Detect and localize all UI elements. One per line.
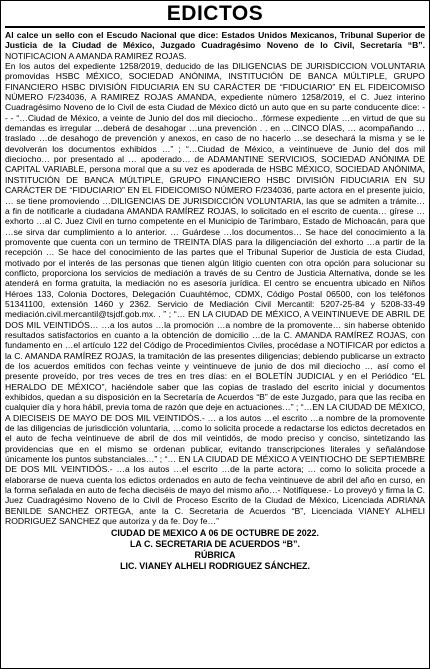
signer-role: LA C. SECRETARIA DE ACUERDOS “B”. bbox=[130, 538, 300, 549]
seal-description: Al calce un sello con el Escudo Nacional que dice: Estados Unidos Mexicanos, Tribunal Superior de Justicia de la Ciudad de México, Juzgado Cuadragésimo Noveno de lo Civil, Secretaría “B”. bbox=[5, 30, 425, 51]
signer-name: LIC. VIANEY ALHELI RODRIGUEZ SÁNCHEZ. bbox=[120, 560, 310, 571]
page-title: EDICTOS bbox=[166, 2, 264, 25]
title-divider bbox=[5, 26, 425, 28]
signature-block bbox=[5, 528, 425, 572]
edict-body bbox=[5, 30, 425, 527]
signature-mark: RÚBRICA bbox=[194, 549, 236, 560]
notification-line: NOTIFICACION A AMANDA RAMIREZ ROJAS. bbox=[5, 50, 187, 61]
edict-main-text: En los autos del expediente 1258/2019, deducido de las DILIGENCIAS DE JURISDICCION VOLUNTARIA promovidas HSBC MÉXICO, SOCIEDAD ANÓNIMA, INSTITUCIÓN DE BANCA MÚLTIPLE, GRUPO FINANCIERO HSBC DIVISIÓN FIDUCIARIA EN SU CARÁCTER DE “FIDUCIARIO” EN EL FIDEICOMISO NÚMERO F/234036, A RAMIREZ ROJAS AMANDA, expediente número 1258/2019, el C. Juez interino Cuadragésimo Noveno de lo Civil de esta Ciudad de México dictó un auto que en su parte conducente dice: - - - “…Ciudad de México, a veinte de Junio del dos mil dieciocho.. .fórmese expediente …en virtud de que su demandas es irregular …deberá de desahogar …una prevención . . en …CINCO DÍAS, … acompañando …traslado …de desahogo de prevención y anexos, en caso de no hacerlo …se desechará la misma y se le devolverán los documentos exhibidos …” ; “…Ciudad de México, a veintinueve de Junio del dos mil dieciocho… por presentado al … apoderado… de ADAMANTINE SERVICIOS, SOCIEDAD ANÓNIMA DE CAPITAL VARIABLE, persona moral que a su vez es apoderada de HSBC MÉXICO, SOCIEDAD ANÓNIMA, INSTITUCIÓN DE BANCA MÚLTIPLE, GRUPO FINANCIERO HSBC DIVISIÓN FIDUCIARIA EN SU CARÁCTER DE “FIDUCIARIO” EN EL FIDEICOMISO NÚMERO F/234036, parte actora en el presente juicio, … se tiene promoviendo …DILIGENCIAS DE JURISDICCIÓN VOLUNTARIA, las que se admiten a trámite… a fin de notificarle a ciudadana AMANDA RAMÍREZ ROJAS, lo solicitado en el escrito de cuenta… gírese …exhorto …al C. Juez Civil en turno competente en el Municipio de Tarímbaro, Estado de Michoacán, para que …se sirva dar cumplimiento a lo anterior. … Guárdese …los documentos… Se hace del conocimiento a la promovente que cuenta con un termino de TREINTA DÍAS para la diligenciación del exhorto …a partir de la recepción … Se hace del conocimiento de las partes que el Tribunal Superior de Justicia de esta Ciudad, motivado por el interés de las personas que tienen algún litigio cuenten con otra opción para solucionar su conflicto, proporciona los servicios de mediación a través de su Centro de Justicia Alternativa, donde se les atenderá en forma gratuita, la mediación no es asesoría jurídica. El centro se encuentra ubicado en Niños Héroes 133, Colonia Doctores, Delegación Cuauhtémoc, CDMX, Código Postal 06500, con los teléfonos 51341100, extensión 1460 y 2362. Servicio de Mediación Civil Mercantil: 5207-25-84 y 5208-33-49 mediación.civil.mercantil@tsjdf.gob.mx. . ” ; “… EN LA CIUDAD DE MÉXICO, A VEINTINUEVE DE ABRIL DE DOS MIL VEINTIDÓS… …a los autos …la promoción …a nombre de la promovente… sin haberse obtenido resultados satisfactorios en cuanto a la obtención de domicilio …de la C. AMANDA RAMÍREZ ROJAS, con fundamento en …el artículo 122 del Código de Procedimientos Civiles, procédase a NOTIFICAR por edictos a la C. AMANDA RAMÍREZ ROJAS, la tramitación de las presentes diligencias; debiendo publicarse un extracto de los acuerdos emitidos con fechas veinte y veintinueve de junio de dos mil dieciocho … así como el presente proveído, por tres veces de tres en tres días: en el BOLETÍN JUDICIAL y en el Periódico “EL HERALDO DE MÉXICO”, haciéndole saber que las copias de traslado del escrito inicial y documentos exhibidos, quedan a su disposición en la Secretaría de Acuerdos “B” de este Juzgado, para que las reciba en cualquier día y hora hábil, previa toma de razón que deje en actuaciones…” ; “…EN LA CIUDAD DE MÉXICO, A DIECISEIS DE MAYO DE DOS MIL VEINTIDÓS.- … a los autos …el escrito …a nombre de la promovente de las diligencias de jurisdicción voluntaria, …como lo solicita procede a redactarse los edictos decretados en el auto de fecha veintinueve de abril de dos mil veintidós, de modo preciso y conciso, sintetizando las providencias que en el mismo se ordenan publicar, evitando transcripciones literales y señalándose únicamente los puntos substanciales…” ; “… EN LA CIUDAD DE MÉXICO A VEINTIOCHO DE SEPTIEMBRE DE DOS MIL VEINTIDÓS.- …a los autos …el escrito …de la parte actora; … como lo solicita procede a elaborarse de nueva cuenta los edictos ordenados en auto de fecha veintinueve de abril del año en curso, en la forma señalada en auto de fecha dieciséis de mayo del mismo año…- Notifíquese.- Lo proveyó y firma la C. Juez Cuadragésimo Noveno de lo Civil de Proceso Escrito de la Ciudad de México, Licenciada ADRIANA BENILDE SANCHEZ ORTEGA, ante la C. Secretaria de Acuerdos “B”, Licenciada VIANEY ALHELI RODRIGUEZ SANCHEZ que autoriza y da fe. Doy fe…” bbox=[5, 61, 425, 527]
issue-date: CIUDAD DE MEXICO A 06 DE OCTUBRE DE 2022. bbox=[111, 527, 319, 538]
